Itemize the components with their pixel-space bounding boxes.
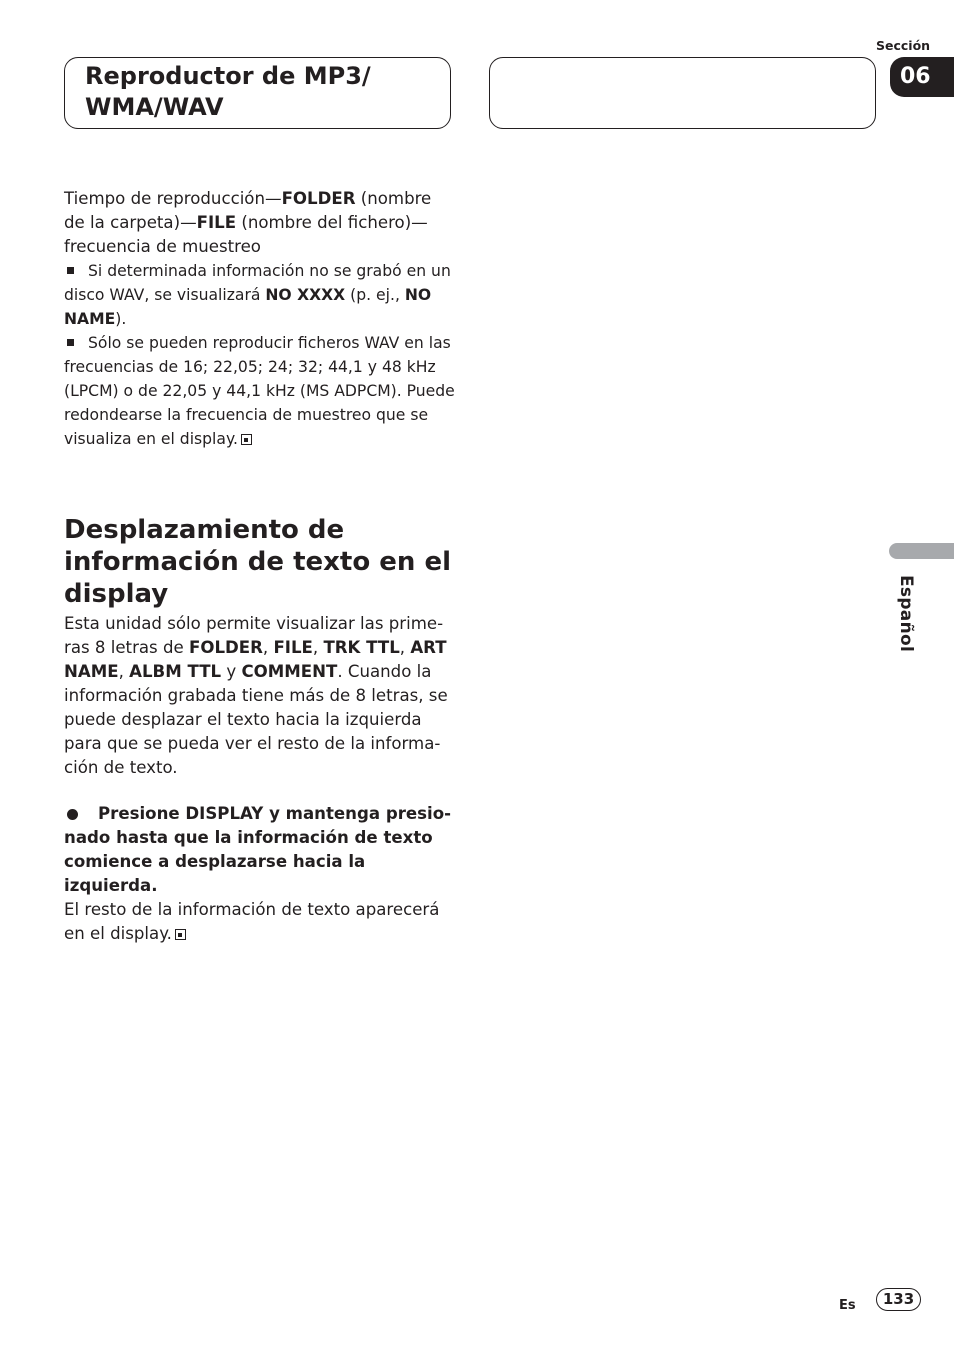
scroll-text-section — [64, 514, 456, 946]
display-sequence-text: Tiempo de reproducción—FOLDER (nombre de la carpeta)—FILE (nombre del fichero)—frecuencia de muestreo — [64, 189, 432, 256]
page-number: 133 — [876, 1288, 921, 1311]
chapter-title-box — [64, 57, 451, 129]
round-bullet-icon — [67, 809, 78, 820]
square-bullet-icon — [67, 339, 74, 346]
intro-block — [64, 187, 456, 451]
section-number-tab: 06 — [890, 57, 954, 97]
end-mark-icon — [241, 434, 252, 445]
section-paragraph: Esta unidad sólo permite visualizar las primeras 8 letras de FOLDER, FILE, TRK TTL, ART NAME, ALBM TTL y COMMENT. Cuando la información grabada tiene más de 8 letras, se puede desplazar el texto hacia la izquierda para que se pueda ver el resto de la información de texto. — [64, 614, 448, 777]
header-blank-box — [489, 57, 876, 129]
step-result: El resto de la información de texto aparecerá en el display. — [64, 900, 440, 943]
chapter-title: Reproductor de MP3/ WMA/WAV — [85, 62, 371, 121]
note-no-info: Si determinada información no se grabó en un disco WAV, se visualizará NO XXXX (p. ej., NO NAME). — [64, 262, 451, 328]
end-mark-icon — [175, 929, 186, 940]
footer-language-code: Es — [839, 1298, 856, 1313]
section-label: Sección — [876, 38, 931, 53]
language-tab — [889, 543, 954, 559]
section-heading: Desplazamiento de información de texto en el display — [64, 515, 452, 609]
square-bullet-icon — [67, 267, 74, 274]
language-label: Español — [896, 575, 916, 653]
step-instruction: Presione DISPLAY y mantenga presionado hasta que la información de texto comience a desplazarse hacia la izquierda. — [64, 804, 452, 895]
note-wav-frequencies: Sólo se pueden reproducir ficheros WAV en las frecuencias de 16; 22,05; 24; 32; 44,1 y 48 kHz (LPCM) o de 22,05 y 44,1 kHz (MS ADPCM). Puede redondearse la frecuencia de muestreo que se visualiza en el display. — [64, 334, 455, 448]
